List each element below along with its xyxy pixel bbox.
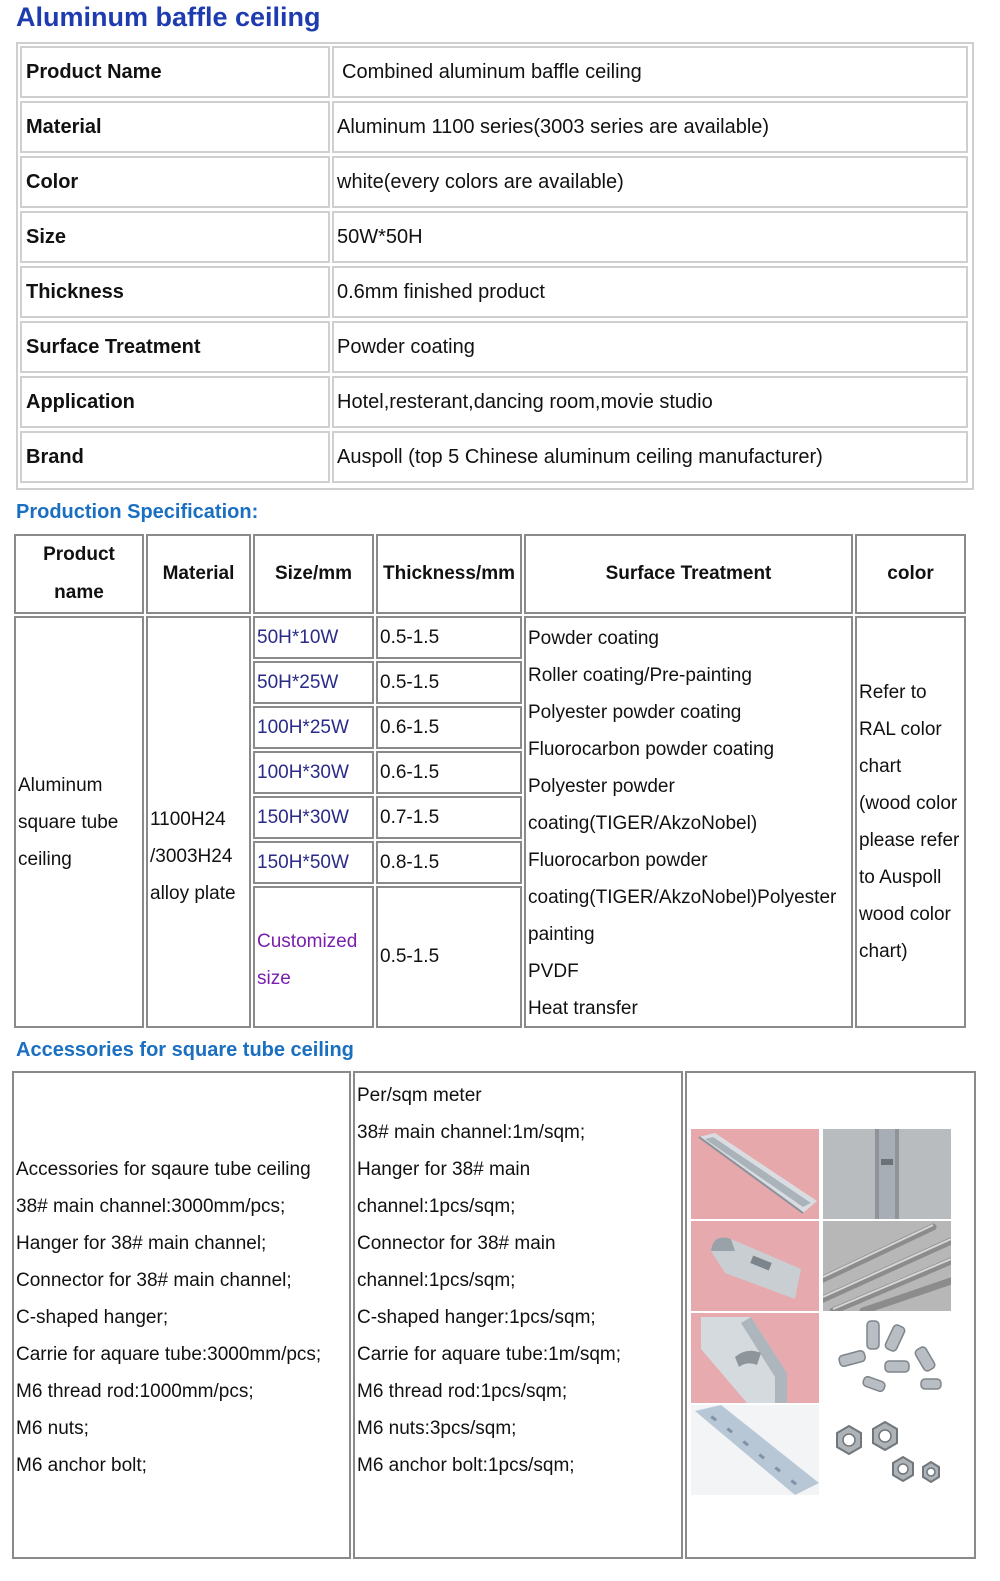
- surface-line: painting: [528, 924, 595, 945]
- custom-size-line: Customized: [257, 931, 358, 952]
- spec-value: Aluminum 1100 series(3003 series are available): [332, 101, 968, 153]
- color-line: wood color: [859, 904, 951, 925]
- material-line: /3003H24: [150, 845, 233, 867]
- spec-row: [20, 46, 968, 98]
- surface-line: PVDF: [528, 961, 579, 982]
- accessories-photo-cell: [685, 1071, 976, 1559]
- material-line: alloy plate: [150, 882, 236, 904]
- spec-label: Surface Treatment: [20, 321, 330, 373]
- surface-line: coating(TIGER/AkzoNobel): [528, 813, 758, 834]
- header-product-line1: Product: [43, 544, 115, 565]
- surface-cell: [524, 616, 853, 1028]
- spec-row: [20, 156, 968, 208]
- custom-size-cell: [253, 886, 374, 1028]
- usage-line: 38# main channel:1m/sqm;: [357, 1122, 586, 1143]
- spec-row: [20, 211, 968, 263]
- surface-line: Polyester powder coating: [528, 702, 742, 723]
- thickness-cell: 0.6-1.5: [376, 706, 522, 749]
- header-product-line2: name: [54, 582, 104, 603]
- surface-line: Roller coating/Pre-painting: [528, 665, 752, 686]
- accessory-line: Hanger for 38# main channel;: [16, 1233, 267, 1254]
- usage-line: channel:1pcs/sqm;: [357, 1270, 516, 1291]
- accessory-line: M6 thread rod:1000mm/pcs;: [16, 1381, 254, 1402]
- spec-label: Material: [20, 101, 330, 153]
- header-thickness: Thickness/mm: [376, 534, 522, 614]
- color-line: Refer to: [859, 682, 927, 703]
- accessory-line: C-shaped hanger;: [16, 1307, 169, 1328]
- production-heading: Production Specification:: [16, 501, 259, 523]
- anchor-bolt-photo: [823, 1313, 951, 1403]
- product-line: ceiling: [18, 848, 72, 870]
- connector-photo: [691, 1221, 819, 1311]
- usage-line: M6 anchor bolt:1pcs/sqm;: [357, 1455, 575, 1476]
- spec-label: Brand: [20, 431, 330, 483]
- thickness-cell: 0.6-1.5: [376, 751, 522, 794]
- spec-value: 0.6mm finished product: [332, 266, 968, 318]
- header-color: color: [855, 534, 966, 614]
- c-shaped-hanger-photo: [691, 1405, 819, 1495]
- surface-line: Fluorocarbon powder coating: [528, 739, 775, 760]
- color-cell: [855, 616, 966, 1028]
- material-line: 1100H24: [150, 808, 226, 830]
- thickness-cell: 0.5-1.5: [376, 616, 522, 659]
- spec-row: [20, 431, 968, 483]
- color-line: chart): [859, 941, 908, 962]
- spec-label: Color: [20, 156, 330, 208]
- spec-label: Product Name: [20, 46, 330, 98]
- spec-value: Hotel,resterant,dancing room,movie studio: [332, 376, 968, 428]
- spec-table: [16, 42, 974, 490]
- accessory-line: Connector for 38# main channel;: [16, 1270, 292, 1291]
- page-title: Aluminum baffle ceiling: [16, 2, 321, 32]
- surface-line: Polyester powder: [528, 776, 675, 797]
- nuts-photo: [823, 1405, 951, 1495]
- product-name-cell: [14, 616, 144, 1028]
- spec-row: [20, 101, 968, 153]
- accessory-line: 38# main channel:3000mm/pcs;: [16, 1196, 286, 1217]
- spec-value: white(every colors are available): [332, 156, 968, 208]
- accessories-list-cell: [12, 1071, 351, 1559]
- header-size: Size/mm: [253, 534, 374, 614]
- hanger-photo: [823, 1129, 951, 1219]
- usage-line: M6 nuts:3pcs/sqm;: [357, 1418, 517, 1439]
- surface-line: coating(TIGER/AkzoNobel)Polyester: [528, 887, 837, 908]
- header-material: Material: [146, 534, 251, 614]
- surface-line: Heat transfer: [528, 998, 638, 1019]
- spec-value: Powder coating: [332, 321, 968, 373]
- spec-row: [20, 266, 968, 318]
- usage-line: M6 thread rod:1pcs/sqm;: [357, 1381, 568, 1402]
- usage-line: C-shaped hanger:1pcs/sqm;: [357, 1307, 596, 1328]
- size-cell: 50H*25W: [253, 661, 374, 704]
- header-product-name: [14, 534, 144, 614]
- accessory-line: M6 anchor bolt;: [16, 1455, 147, 1476]
- carrier-tube-photo: [691, 1313, 819, 1403]
- size-cell: 50H*10W: [253, 616, 374, 659]
- color-line: RAL color: [859, 719, 942, 740]
- color-line: to Auspoll: [859, 867, 942, 888]
- color-line: chart: [859, 756, 902, 777]
- material-cell: [146, 616, 251, 1028]
- custom-thickness-cell: 0.5-1.5: [376, 886, 522, 1028]
- main-channel-photo: [691, 1129, 819, 1219]
- product-line: square tube: [18, 811, 119, 833]
- size-cell: 100H*25W: [253, 706, 374, 749]
- usage-line: Carrie for aquare tube:1m/sqm;: [357, 1344, 622, 1365]
- color-line: please refer: [859, 830, 960, 851]
- accessory-line: M6 nuts;: [16, 1418, 89, 1439]
- spec-value: Auspoll (top 5 Chinese aluminum ceiling manufacturer): [332, 431, 968, 483]
- thread-rod-photo: [823, 1221, 951, 1311]
- spec-value: Combined aluminum baffle ceiling: [332, 46, 968, 98]
- accessory-line: Accessories for sqaure tube ceiling: [16, 1159, 311, 1180]
- thickness-cell: 0.8-1.5: [376, 841, 522, 884]
- usage-line: Hanger for 38# main: [357, 1159, 531, 1180]
- spec-label: Size: [20, 211, 330, 263]
- spec-row: [20, 376, 968, 428]
- spec-value: 50W*50H: [332, 211, 968, 263]
- size-cell: 150H*30W: [253, 796, 374, 839]
- spec-label: Application: [20, 376, 330, 428]
- usage-line: channel:1pcs/sqm;: [357, 1196, 516, 1217]
- spec-row: [20, 321, 968, 373]
- accessories-heading: Accessories for square tube ceiling: [16, 1039, 354, 1061]
- product-line: Aluminum: [18, 774, 103, 796]
- accessory-line: Carrie for aquare tube:3000mm/pcs;: [16, 1344, 322, 1365]
- usage-line: Connector for 38# main: [357, 1233, 556, 1254]
- size-cell: 100H*30W: [253, 751, 374, 794]
- custom-size-line: size: [257, 968, 291, 989]
- usage-line: Per/sqm meter: [357, 1085, 482, 1106]
- spec-label: Thickness: [20, 266, 330, 318]
- color-line: (wood color: [859, 793, 958, 814]
- thickness-cell: 0.5-1.5: [376, 661, 522, 704]
- accessories-usage-cell: [353, 1071, 683, 1559]
- thickness-cell: 0.7-1.5: [376, 796, 522, 839]
- surface-line: Powder coating: [528, 628, 659, 649]
- size-cell: 150H*50W: [253, 841, 374, 884]
- surface-line: Fluorocarbon powder: [528, 850, 708, 871]
- header-surface: Surface Treatment: [524, 534, 853, 614]
